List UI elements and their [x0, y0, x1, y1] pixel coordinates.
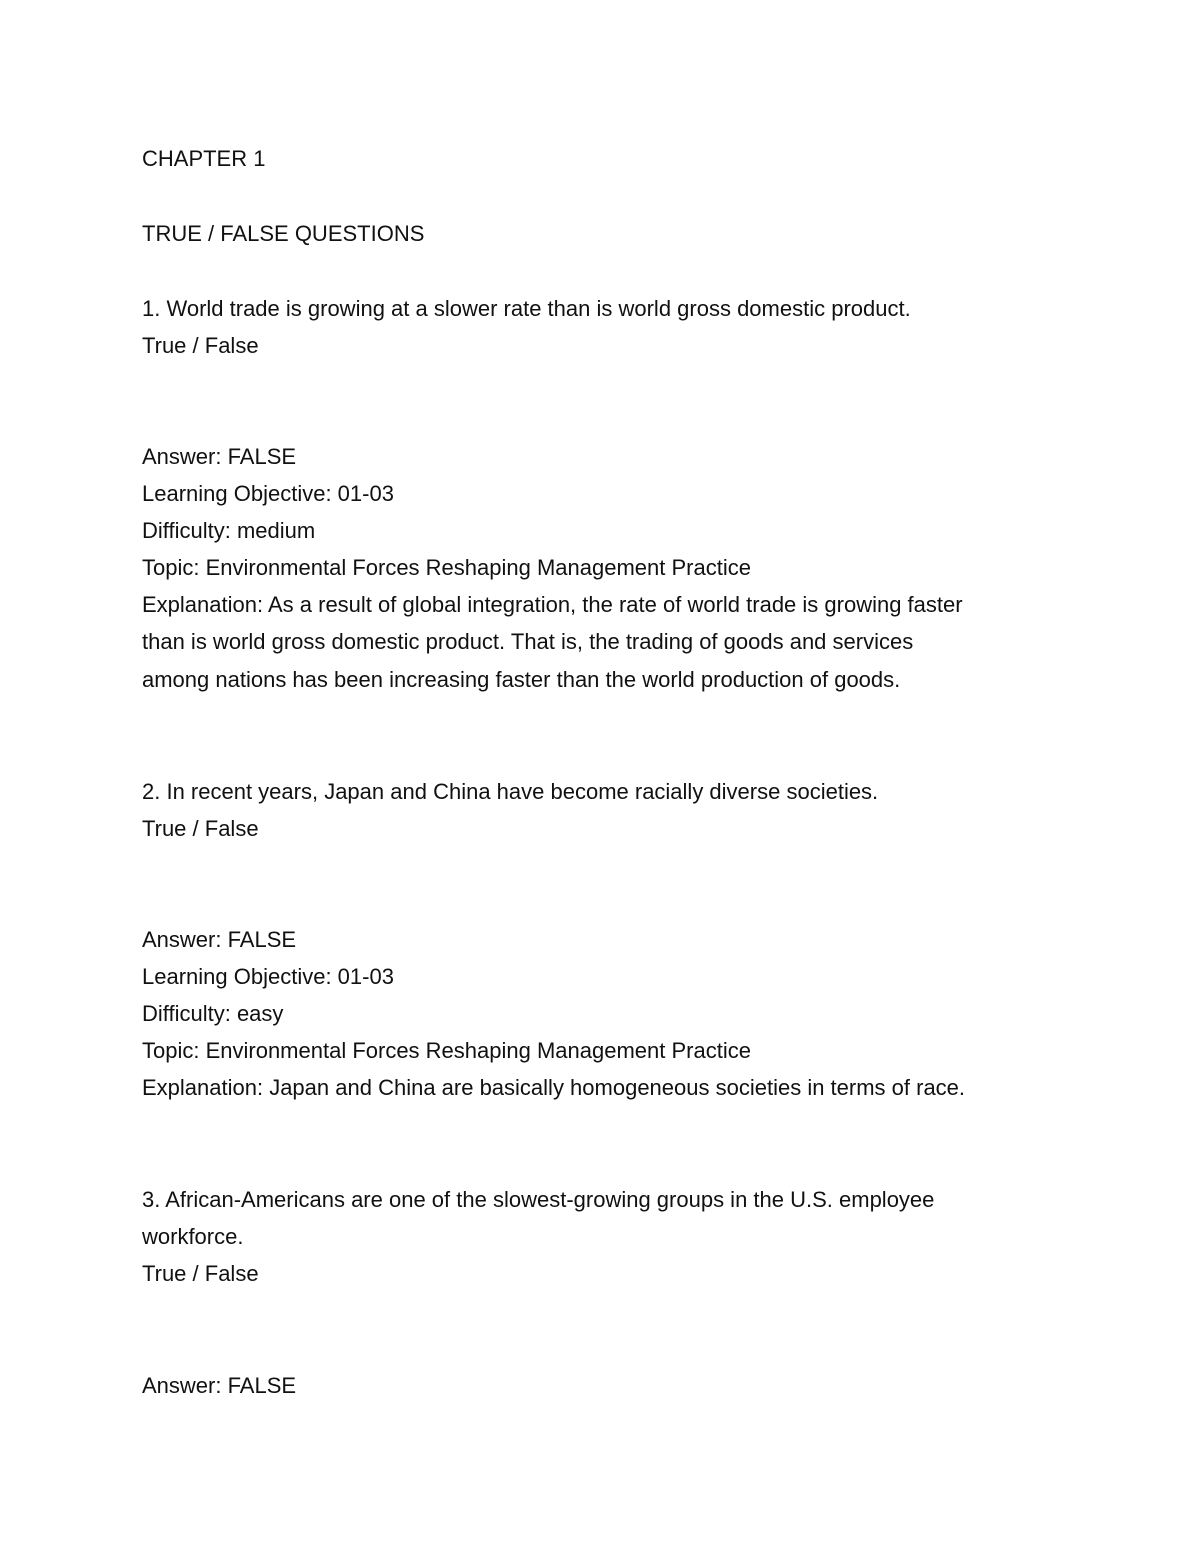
question-1-text: 1. World trade is growing at a slower rate than is world gross domestic product.	[142, 296, 911, 321]
question-2-learning-objective: Learning Objective: 01-03	[142, 964, 394, 989]
question-2-choices: True / False	[142, 816, 259, 841]
question-1-topic: Topic: Environmental Forces Reshaping Management Practice	[142, 555, 751, 580]
question-1-learning-objective: Learning Objective: 01-03	[142, 481, 394, 506]
question-2-answer: Answer: FALSE	[142, 927, 297, 952]
question-1-answer: Answer: FALSE	[142, 444, 297, 469]
chapter-heading: CHAPTER 1	[142, 146, 266, 171]
question-3-text-line: workforce.	[142, 1224, 244, 1249]
question-2-difficulty: Difficulty: easy	[142, 1001, 284, 1026]
question-1-explanation-line: than is world gross domestic product. That is, the trading of goods and services	[142, 629, 914, 654]
section-heading: TRUE / FALSE QUESTIONS	[142, 221, 425, 246]
question-3-choices: True / False	[142, 1261, 259, 1286]
question-1-explanation-line: Explanation: As a result of global integration, the rate of world trade is growing faster	[142, 592, 963, 617]
question-3-answer: Answer: FALSE	[142, 1373, 297, 1398]
question-2-explanation-line: Explanation: Japan and China are basically homogeneous societies in terms of race.	[142, 1075, 966, 1100]
question-3-text-line: 3. African-Americans are one of the slowest-growing groups in the U.S. employee	[142, 1187, 935, 1212]
question-1-choices: True / False	[142, 333, 259, 358]
question-1-difficulty: Difficulty: medium	[142, 518, 316, 543]
question-2-text: 2. In recent years, Japan and China have become racially diverse societies.	[142, 779, 879, 804]
question-1-explanation-line: among nations has been increasing faster than the world production of goods.	[142, 667, 901, 692]
question-2-topic: Topic: Environmental Forces Reshaping Management Practice	[142, 1038, 751, 1063]
